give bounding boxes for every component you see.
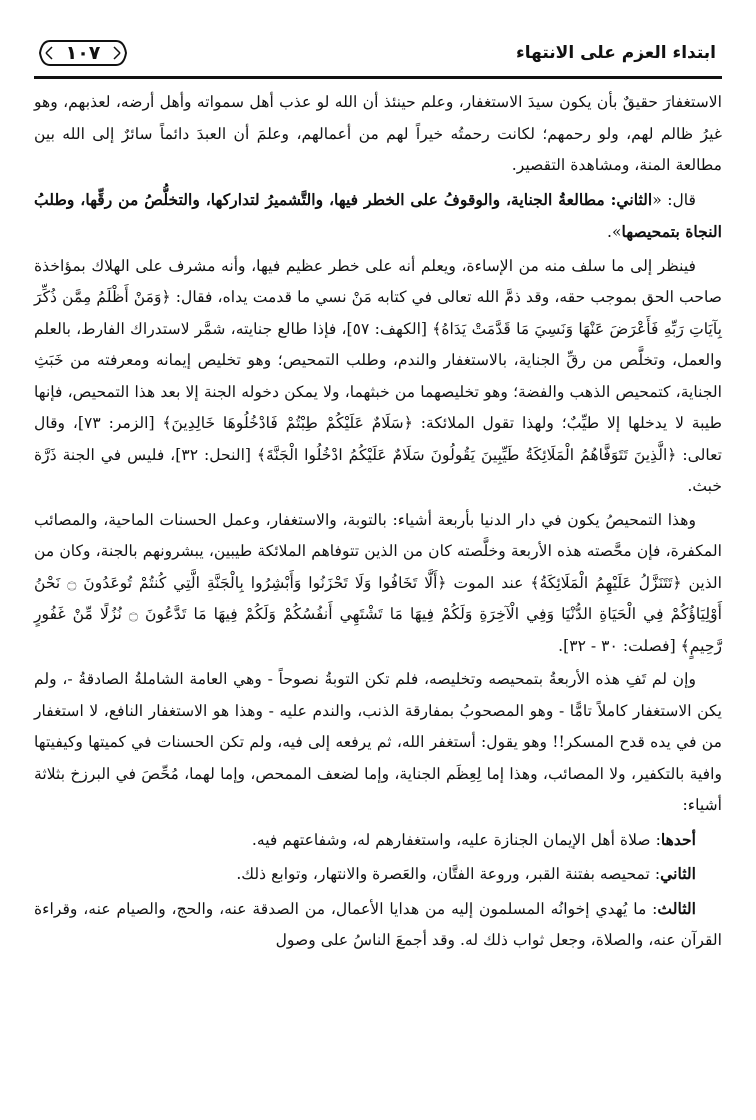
text-run: قال: « — [652, 190, 696, 209]
paragraph — [34, 824, 722, 857]
text-run: الاستغفارَ حقيقٌ بأن يكون سيدَ الاستغفار، وعلم حينئذ أن الله لو عذب أهل سمواته وأهل أرضه، لعذبهم، وهو غيرُ ظالم لهم، ولو رحمهم؛ لكانت رحمتُه خيراً لهم من أعمالهم، وعلمَ أن العبدَ دائماً سائرٌ إلى الله بين مطالعة المنة، ومشاهدة التقصير. — [34, 93, 722, 174]
page-number-frame — [38, 38, 128, 68]
text-run: : تمحيصه بفتنة القبر، وروعة الفتَّان، والعَصرة والانتهار، وتوابع ذلك. — [236, 865, 661, 883]
text-run: : صلاة أهل الإيمان الجنازة عليه، واستغفارهم له، وشفاعتهم فيه. — [251, 830, 661, 849]
paragraph — [34, 251, 722, 503]
paragraph — [34, 184, 722, 249]
text-run: وهذا التمحيصُ يكون في دار الدنيا بأربعة أشياء: بالتوبة، والاستغفار، وعمل الحسنات الماحية، والمصائب المكفرة، فإن محَّصته هذه الأربعة وخلَّصته كان من الذين تتوفاهم الملائكة طيبين، يبشرونهم بالجنة، وكان من الذين ﴿تَتَنَزَّلُ عَلَيْهِمُ الْمَلَائِكَةُ﴾ عند الموت ﴿أَلَّا تَخَافُوا وَلَا تَحْزَنُوا وَأَبْشِرُوا بِالْجَنَّةِ الَّتِي كُنتُمْ تُوعَدُونَ ۝ نَحْنُ أَوْلِيَاؤُكُمْ فِي الْحَيَاةِ الدُّنْيَا وَفِي الْآخِرَةِ وَلَكُمْ فِيهَا مَا تَشْتَهِي أَنفُسُكُمْ وَلَكُمْ فِيهَا مَا تَدَّعُونَ ۝ نُزُلًا مِّنْ غَفُورٍ رَّحِيمٍ﴾ [فصلت: ٣٠ - ٣٢]. — [34, 510, 723, 655]
bold-text: الثاني — [660, 864, 696, 883]
bold-text: أحدها — [660, 829, 696, 849]
paragraph — [34, 858, 722, 891]
paragraph — [34, 664, 722, 822]
paragraph — [34, 893, 722, 957]
paragraph — [34, 505, 722, 663]
page-body-text — [34, 87, 722, 957]
running-title: ابتداء العزم على الانتهاء — [516, 43, 716, 63]
text-run: فينظر إلى ما سلف منه من الإساءة، ويعلم أنه على خطر عظيم فيها، وأنه مشرف على الهلاك بمؤاخذة صاحب الحق بموجب حقه، وقد ذمَّ الله تعالى في كتابه مَنْ نسي ما قدمت يداه، فقال: ﴿وَمَنْ أَظْلَمُ مِمَّن ذُكِّرَ بِآيَاتِ رَبِّهِ فَأَعْرَضَ عَنْهَا وَنَسِيَ مَا قَدَّمَتْ يَدَاهُ﴾ [الكهف: ٥٧]، فإذا طالع جنايته، شمَّر لاستدراك الفارط، بالعلم والعمل، وتخلَّص من رقِّ الجناية، بالاستغفار والندم، وطلب التمحيص؛ وهو تخليص إيمانه ومعرفته من خَبَثِ الجناية، كتمحيص الذهب والفضة؛ وهو تخليصهما من خبثهما، ولا يمكن دخوله الجنة إلا بعد هذا التمحيص، فإنها طيبة لا يدخلها إلا طيِّبٌ؛ ولهذا تقول الملائكة: ﴿سَلَامٌ عَلَيْكُمْ طِبْتُمْ فَادْخُلُوهَا خَالِدِينَ﴾ [الزمر: ٧٣]، وقال تعالى: ﴿الَّذِينَ تَتَوَفَّاهُمُ الْمَلَائِكَةُ طَيِّبِينَ يَقُولُونَ سَلَامٌ عَلَيْكُمُ ادْخُلُوا الْجَنَّةَ﴾ [النحل: ٣٢]، فليس في الجنة ذَرَّة خبث. — [34, 256, 722, 495]
text-run: وإن لم تَفِ هذه الأربعةُ بتمحيصه وتخليصه، فلم تكن التوبةُ نصوحاً - وهي العامة الشاملةُ الصادقةُ -، ولم يكن الاستغفار كاملاً تامًّا - وهو المصحوبُ بمفارقة الذنب، والندم عليه - وهذا هو الاستغفار النافع، لا استغفار من في يده قدح المسكر!! وهو يقول: أستغفر الله، ثم يرفعه إلى فيه، ولم تكن الحسنات في كميتها وكيفيتها وافية بالتكفير، ولا المصائب، وهذا إما لِعِظَم الجناية، وإما لضعف الممحص، وإما لهما، مُحِّصَ في البرزخ بثلاثة أشياء: — [34, 670, 722, 814]
text-run: : ما يُهدي إخوانُه المسلمون إليه من هدايا الأعمال، من الصدقة عنه، والحج، والصيام عنه، وقراءة القرآن عنه، والصلاة، وجعل ثواب ذلك له. وقد أجمعَ الناسُ على وصول — [34, 899, 722, 949]
paragraph — [34, 87, 722, 182]
text-run: ». — [607, 223, 622, 241]
bold-text: الثاني: مطالعةُ الجناية، والوقوفُ على الخطر فيها، والتَّشميرُ لتداركها، والتخلُّصُ من رقِّها، وطلبُ النجاة بتمحيصها — [34, 189, 722, 241]
bold-text: الثالث — [657, 898, 696, 918]
page-header — [34, 30, 722, 79]
page-number: ١٠٧ — [65, 42, 101, 64]
